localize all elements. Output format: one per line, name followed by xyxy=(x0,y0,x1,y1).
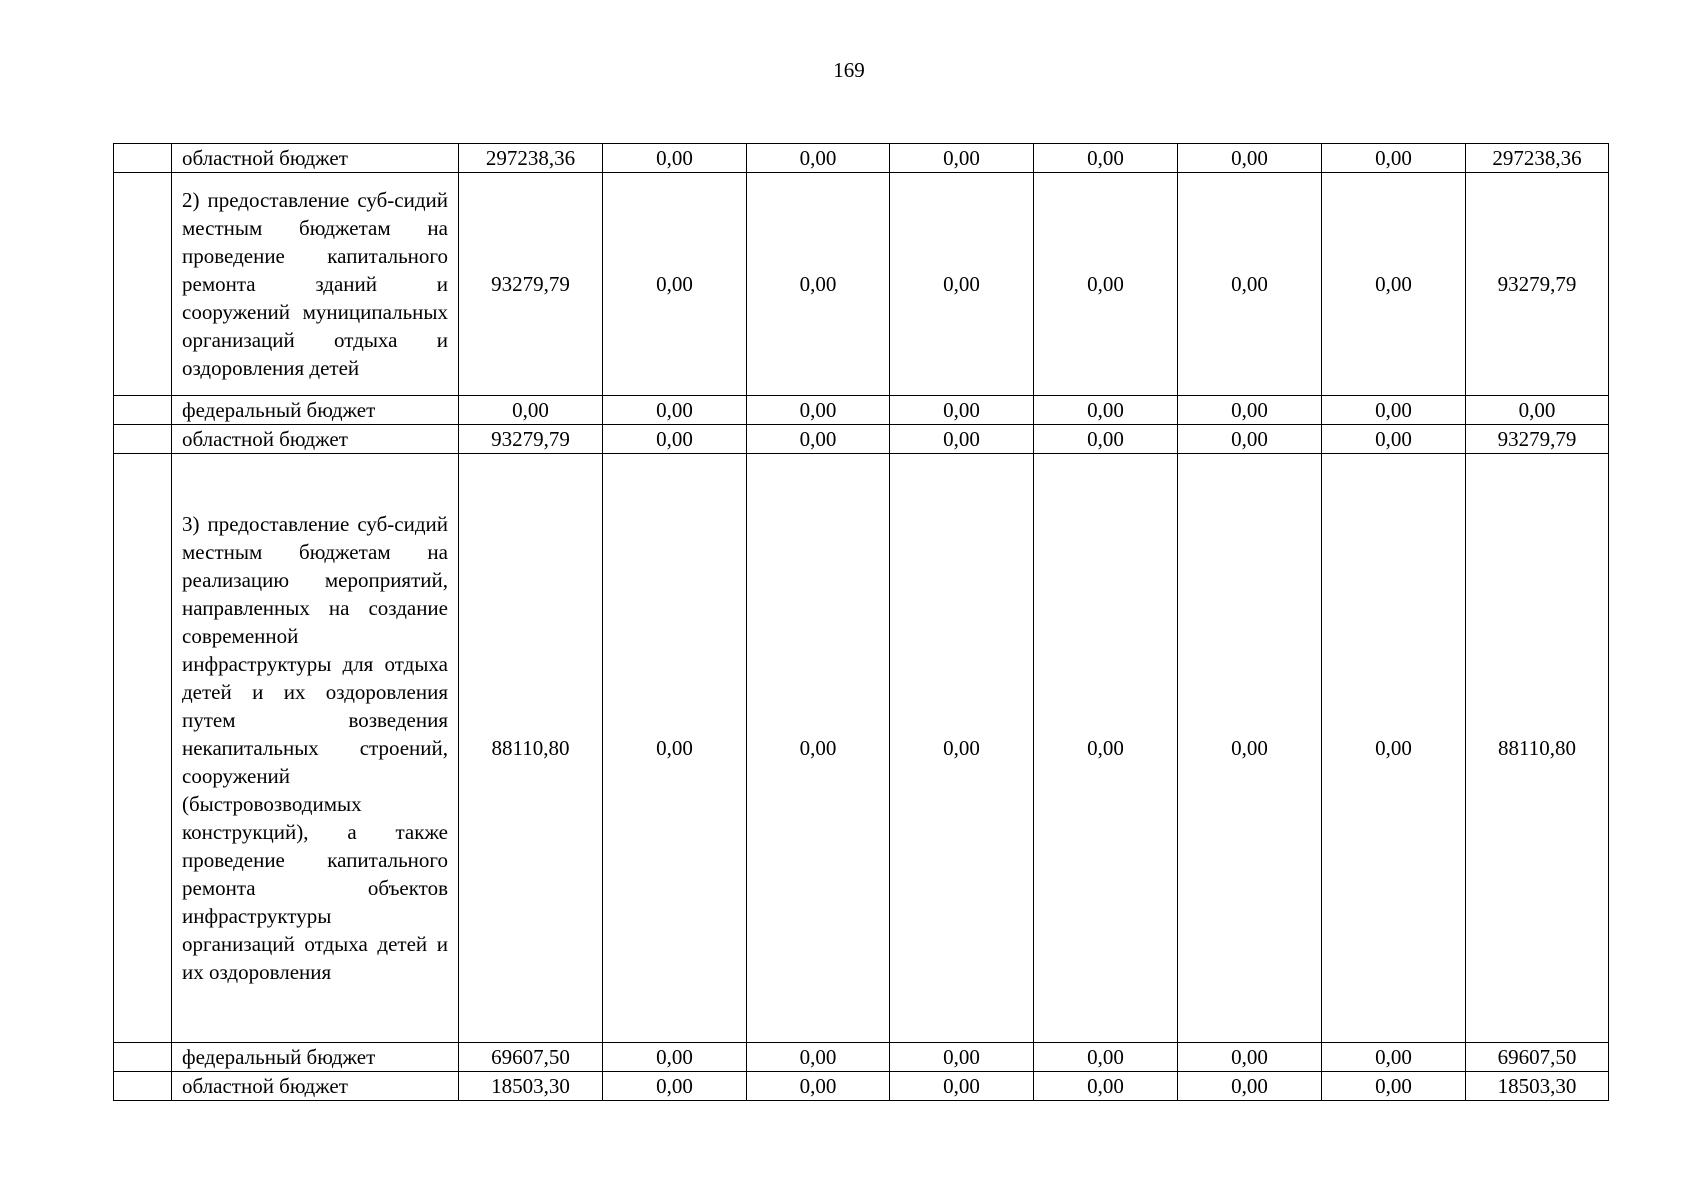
table-body xyxy=(114,144,1609,1101)
value-cell: 0,00 xyxy=(747,144,890,173)
row-label: федеральный бюджет xyxy=(172,1043,459,1072)
value-cell: 0,00 xyxy=(747,396,890,425)
index-cell xyxy=(114,1072,172,1101)
value-cell: 0,00 xyxy=(603,1043,747,1072)
value-cell: 0,00 xyxy=(1178,144,1322,173)
value-cell: 0,00 xyxy=(1322,144,1466,173)
value-cell: 0,00 xyxy=(1322,1072,1466,1101)
table-row xyxy=(114,144,1609,173)
value-cell: 69607,50 xyxy=(459,1043,603,1072)
value-cell: 0,00 xyxy=(747,173,890,396)
value-cell: 0,00 xyxy=(603,144,747,173)
value-cell: 0,00 xyxy=(459,396,603,425)
value-cell: 0,00 xyxy=(603,454,747,1043)
table-row xyxy=(114,173,1609,396)
value-cell: 0,00 xyxy=(1178,454,1322,1043)
value-cell: 93279,79 xyxy=(1466,425,1609,454)
value-cell: 88110,80 xyxy=(459,454,603,1043)
value-cell: 69607,50 xyxy=(1466,1043,1609,1072)
value-cell: 0,00 xyxy=(1466,396,1609,425)
value-cell: 0,00 xyxy=(1178,1043,1322,1072)
value-cell: 0,00 xyxy=(1322,396,1466,425)
value-cell: 0,00 xyxy=(1034,396,1178,425)
value-cell: 0,00 xyxy=(603,173,747,396)
value-cell: 0,00 xyxy=(1178,425,1322,454)
index-cell xyxy=(114,396,172,425)
value-cell: 0,00 xyxy=(603,396,747,425)
value-cell: 0,00 xyxy=(1034,1072,1178,1101)
value-cell: 0,00 xyxy=(603,1072,747,1101)
value-cell: 18503,30 xyxy=(459,1072,603,1101)
value-cell: 0,00 xyxy=(1178,396,1322,425)
value-cell: 93279,79 xyxy=(459,173,603,396)
index-cell xyxy=(114,454,172,1043)
value-cell: 0,00 xyxy=(890,1072,1034,1101)
value-cell: 0,00 xyxy=(890,173,1034,396)
table-row xyxy=(114,454,1609,1043)
value-cell: 0,00 xyxy=(603,425,747,454)
table-row xyxy=(114,396,1609,425)
table-row xyxy=(114,1072,1609,1101)
row-label: федеральный бюджет xyxy=(172,396,459,425)
value-cell: 0,00 xyxy=(1178,173,1322,396)
value-cell: 0,00 xyxy=(890,396,1034,425)
row-label: 3) предоставление суб-сидий местным бюджетам на реализацию мероприятий, направленных на создание современной инфраструктуры для отдыха детей и их оздоровления путем возведения некапитальных строений, сооружений (быстровозводимых конструкций), а также проведение капитального ремонта объектов инфраструктуры организаций отдыха детей и их оздоровления xyxy=(172,454,459,1043)
row-label: областной бюджет xyxy=(172,1072,459,1101)
value-cell: 0,00 xyxy=(1034,173,1178,396)
value-cell: 0,00 xyxy=(1322,454,1466,1043)
value-cell: 0,00 xyxy=(1178,1072,1322,1101)
value-cell: 0,00 xyxy=(1322,1043,1466,1072)
table-row xyxy=(114,425,1609,454)
value-cell: 297238,36 xyxy=(459,144,603,173)
value-cell: 0,00 xyxy=(747,1072,890,1101)
row-label: областной бюджет xyxy=(172,425,459,454)
value-cell: 297238,36 xyxy=(1466,144,1609,173)
value-cell: 0,00 xyxy=(890,425,1034,454)
value-cell: 88110,80 xyxy=(1466,454,1609,1043)
value-cell: 0,00 xyxy=(1322,425,1466,454)
value-cell: 93279,79 xyxy=(1466,173,1609,396)
value-cell: 0,00 xyxy=(1322,173,1466,396)
row-label: областной бюджет xyxy=(172,144,459,173)
value-cell: 0,00 xyxy=(747,425,890,454)
value-cell: 0,00 xyxy=(890,454,1034,1043)
value-cell: 18503,30 xyxy=(1466,1072,1609,1101)
index-cell xyxy=(114,425,172,454)
index-cell xyxy=(114,144,172,173)
value-cell: 0,00 xyxy=(747,1043,890,1072)
value-cell: 0,00 xyxy=(747,454,890,1043)
budget-table xyxy=(113,143,1609,1101)
value-cell: 93279,79 xyxy=(459,425,603,454)
row-label: 2) предоставление суб-сидий местным бюджетам на проведение капитального ремонта зданий и сооружений муниципальных организаций отдыха и оздоровления детей xyxy=(172,173,459,396)
index-cell xyxy=(114,173,172,396)
value-cell: 0,00 xyxy=(1034,454,1178,1043)
value-cell: 0,00 xyxy=(890,1043,1034,1072)
table-row xyxy=(114,1043,1609,1072)
value-cell: 0,00 xyxy=(1034,1043,1178,1072)
page-number: 169 xyxy=(833,58,865,82)
value-cell: 0,00 xyxy=(1034,144,1178,173)
index-cell xyxy=(114,1043,172,1072)
value-cell: 0,00 xyxy=(1034,425,1178,454)
value-cell: 0,00 xyxy=(890,144,1034,173)
